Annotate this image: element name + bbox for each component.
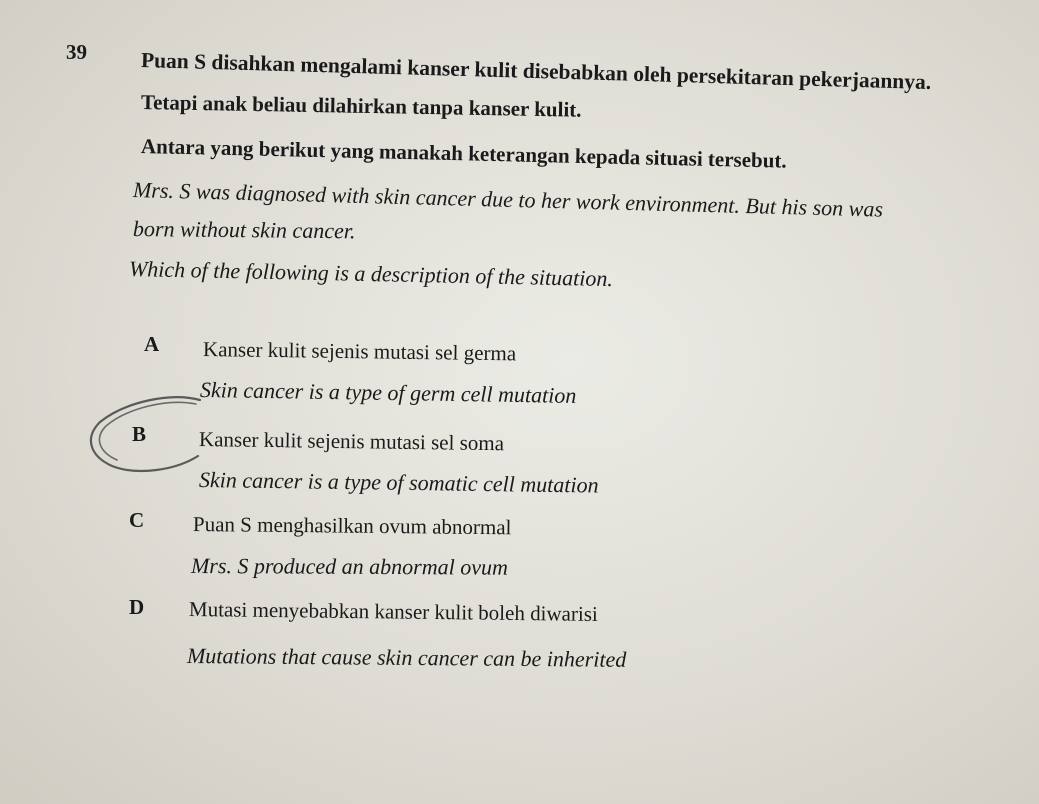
option-c-malay-text[interactable]: Puan S menghasilkan ovum abnormal <box>192 512 512 540</box>
option-b-letter[interactable]: B <box>132 422 147 446</box>
option-c-letter[interactable]: C <box>129 508 145 532</box>
option-a-malay-text[interactable]: Kanser kulit sejenis mutasi sel germa <box>202 337 517 366</box>
stem-english-line-2: born without skin cancer. <box>132 216 356 244</box>
stem-malay-line-3: Antara yang berikut yang manakah keterangan kepada situasi tersebut. <box>140 134 787 173</box>
stem-malay-line-2: Tetapi anak beliau dilahirkan tanpa kanser kulit. <box>140 90 582 122</box>
option-d-malay-text[interactable]: Mutasi menyebabkan kanser kulit boleh diwarisi <box>188 597 598 626</box>
option-d-letter[interactable]: D <box>129 595 145 619</box>
option-b-malay-text[interactable]: Kanser kulit sejenis mutasi sel soma <box>198 427 505 456</box>
option-c-english-text[interactable]: Mrs. S produced an abnormal ovum <box>190 553 509 580</box>
option-a-english-text[interactable]: Skin cancer is a type of germ cell mutation <box>199 377 577 408</box>
option-b-english-text[interactable]: Skin cancer is a type of somatic cell mutation <box>198 467 599 498</box>
question-number: 39 <box>66 40 87 64</box>
option-a-letter[interactable]: A <box>144 332 160 356</box>
option-d-english-text[interactable]: Mutations that cause skin cancer can be inherited <box>186 643 627 672</box>
stem-malay-line-1: Puan S disahkan mengalami kanser kulit disebabkan oleh persekitaran pekerjaannya. <box>140 48 932 95</box>
stem-english-line-3: Which of the following is a description of the situation. <box>128 256 614 292</box>
stem-english-line-1: Mrs. S was diagnosed with skin cancer due to her work environment. But his son was <box>132 177 884 222</box>
